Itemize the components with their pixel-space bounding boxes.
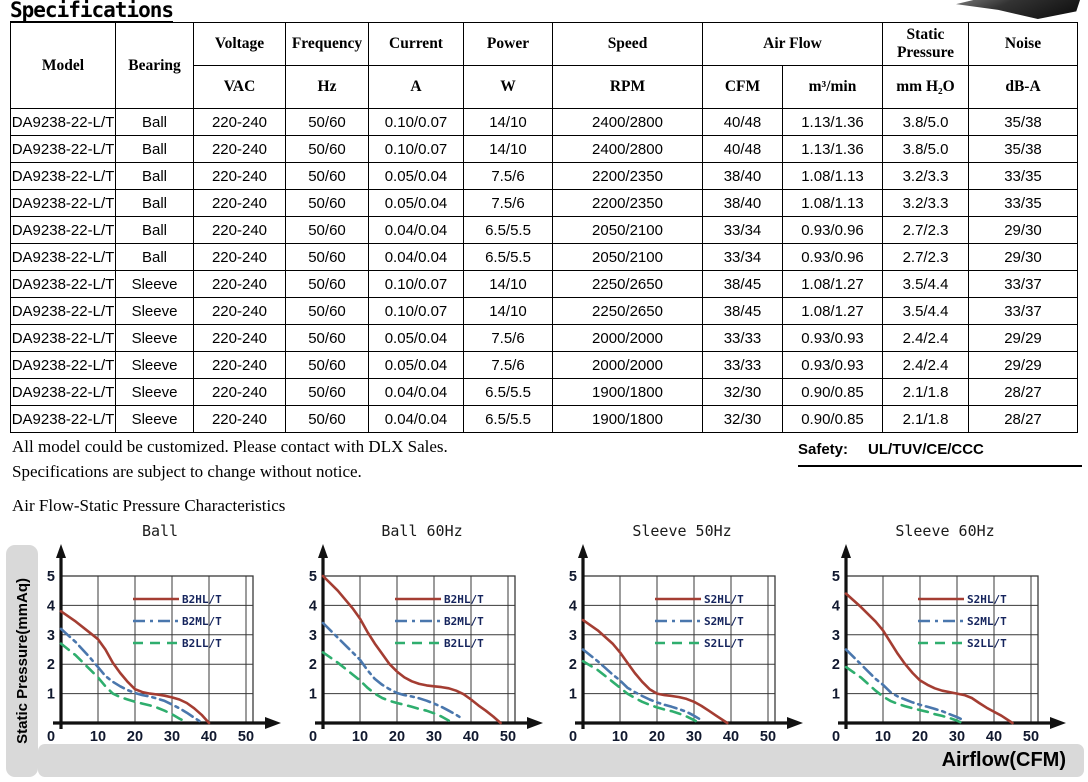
table-cell: 50/60 — [286, 406, 369, 433]
table-cell: 29/29 — [969, 325, 1078, 352]
svg-text:4: 4 — [46, 598, 55, 615]
table-row — [11, 325, 1078, 352]
svg-text:30: 30 — [948, 729, 966, 745]
svg-text:30: 30 — [685, 729, 703, 745]
charts-section-heading: Air Flow-Static Pressure Characteristics — [12, 496, 286, 515]
table-cell: 220-240 — [194, 271, 286, 298]
legend-label: B2LL/T — [182, 637, 222, 650]
table-cell: Sleeve — [116, 406, 194, 433]
table-cell: 1.08/1.27 — [783, 298, 883, 325]
series-B2ML/T — [323, 623, 464, 720]
svg-text:5: 5 — [46, 569, 55, 585]
model-cell: DA9238-22-L/T — [11, 190, 116, 217]
chart-plot — [35, 542, 285, 748]
legend-label: S2HL/T — [967, 593, 1007, 606]
unit-rpm: RPM — [553, 66, 703, 109]
legend-label: B2HL/T — [182, 593, 222, 606]
series-S2ML/T — [846, 650, 964, 721]
svg-text:20: 20 — [911, 729, 929, 745]
svg-text:3: 3 — [831, 627, 840, 644]
table-cell: 220-240 — [194, 217, 286, 244]
svg-text:50: 50 — [237, 729, 255, 745]
svg-text:30: 30 — [425, 729, 443, 745]
legend-label: S2HL/T — [704, 593, 744, 606]
table-cell: 1.08/1.13 — [783, 190, 883, 217]
table-cell: 7.5/6 — [464, 352, 553, 379]
table-cell: 50/60 — [286, 190, 369, 217]
table-cell: 2200/2350 — [553, 163, 703, 190]
table-cell: Ball — [116, 136, 194, 163]
legend-label: S2LL/T — [704, 637, 744, 650]
table-cell: 38/40 — [703, 163, 783, 190]
table-cell: 2.4/2.4 — [883, 352, 969, 379]
table-cell: 2050/2100 — [553, 217, 703, 244]
table-cell: 3.8/5.0 — [883, 109, 969, 136]
chart-title: Sleeve 50Hz — [632, 522, 732, 540]
series-S2HL/T — [846, 594, 1013, 723]
table-row — [11, 406, 1078, 433]
unit-vac: VAC — [194, 66, 286, 109]
svg-text:10: 10 — [351, 729, 369, 745]
unit-dba: dB-A — [969, 66, 1078, 109]
table-cell: 2200/2350 — [553, 190, 703, 217]
svg-text:0: 0 — [568, 729, 578, 745]
fan-photo-corner — [956, 0, 1080, 19]
table-cell: 7.5/6 — [464, 325, 553, 352]
model-cell: DA9238-22-L/T — [11, 379, 116, 406]
table-cell: 29/29 — [969, 352, 1078, 379]
unit-cfm: CFM — [703, 66, 783, 109]
svg-text:50: 50 — [499, 729, 517, 745]
legend-label: B2HL/T — [444, 593, 484, 606]
table-cell: 220-240 — [194, 244, 286, 271]
safety-line — [798, 441, 1082, 467]
svg-text:3: 3 — [46, 627, 55, 644]
unit-hz: Hz — [286, 66, 369, 109]
svg-text:5: 5 — [568, 569, 577, 585]
table-cell: 220-240 — [194, 379, 286, 406]
col-header-current: Current — [369, 23, 464, 66]
table-cell: Sleeve — [116, 271, 194, 298]
table-cell: 28/27 — [969, 379, 1078, 406]
svg-text:2: 2 — [46, 657, 55, 674]
table-cell: 50/60 — [286, 271, 369, 298]
table-row — [11, 244, 1078, 271]
table-cell: 50/60 — [286, 136, 369, 163]
model-cell: DA9238-22-L/T — [11, 352, 116, 379]
table-cell: 33/33 — [703, 352, 783, 379]
table-cell: 33/35 — [969, 190, 1078, 217]
table-cell: 33/35 — [969, 163, 1078, 190]
chart-ball-50hz — [35, 522, 285, 748]
table-row — [11, 379, 1078, 406]
table-cell: 2.1/1.8 — [883, 379, 969, 406]
page-title: Specifications — [10, 0, 174, 22]
header-row-labels — [11, 23, 1078, 66]
legend-label: B2ML/T — [444, 615, 484, 628]
model-cell: DA9238-22-L/T — [11, 109, 116, 136]
table-cell: 7.5/6 — [464, 190, 553, 217]
table-cell: 28/27 — [969, 406, 1078, 433]
table-cell: 0.05/0.04 — [369, 352, 464, 379]
chart-plot — [557, 542, 807, 748]
table-cell: 2400/2800 — [553, 109, 703, 136]
model-cell: DA9238-22-L/T — [11, 271, 116, 298]
note-customized: All model could be customized. Please contact with DLX Sales. — [12, 437, 448, 456]
table-cell: 2400/2800 — [553, 136, 703, 163]
table-cell: 0.10/0.07 — [369, 271, 464, 298]
table-cell: 3.5/4.4 — [883, 271, 969, 298]
col-header-airflow: Air Flow — [703, 23, 883, 66]
chart-title: Ball 60Hz — [381, 522, 463, 540]
y-axis-label: Static Pressure(mmAq) — [13, 578, 31, 744]
svg-text:20: 20 — [126, 729, 144, 745]
table-cell: 0.05/0.04 — [369, 325, 464, 352]
svg-text:1: 1 — [308, 686, 317, 703]
svg-text:10: 10 — [89, 729, 107, 745]
table-cell: 220-240 — [194, 298, 286, 325]
unit-w: W — [464, 66, 553, 109]
table-cell: 3.5/4.4 — [883, 298, 969, 325]
svg-text:1: 1 — [46, 686, 55, 703]
svg-text:20: 20 — [648, 729, 666, 745]
table-cell: 38/45 — [703, 271, 783, 298]
svg-text:0: 0 — [46, 729, 56, 745]
safety-label: Safety: — [798, 441, 849, 458]
table-cell: 50/60 — [286, 109, 369, 136]
col-header-bearing: Bearing — [116, 23, 194, 109]
unit-a: A — [369, 66, 464, 109]
table-cell: 220-240 — [194, 406, 286, 433]
table-cell: 50/60 — [286, 244, 369, 271]
table-cell: Ball — [116, 190, 194, 217]
table-cell: 0.04/0.04 — [369, 244, 464, 271]
table-cell: 1900/1800 — [553, 379, 703, 406]
table-cell: 38/40 — [703, 190, 783, 217]
table-row — [11, 217, 1078, 244]
table-cell: 220-240 — [194, 352, 286, 379]
table-cell: 6.5/5.5 — [464, 379, 553, 406]
x-axis-label: Airflow(CFM) — [941, 749, 1066, 771]
chart-title: Sleeve 60Hz — [895, 522, 995, 540]
model-cell: DA9238-22-L/T — [11, 244, 116, 271]
table-cell: 6.5/5.5 — [464, 217, 553, 244]
model-cell: DA9238-22-L/T — [11, 406, 116, 433]
legend-label: S2LL/T — [967, 637, 1007, 650]
svg-text:5: 5 — [308, 569, 317, 585]
table-cell: 29/30 — [969, 217, 1078, 244]
chart-sleeve-60hz — [820, 522, 1070, 748]
table-cell: 1.08/1.27 — [783, 271, 883, 298]
svg-text:4: 4 — [308, 598, 317, 615]
svg-text:0: 0 — [831, 729, 841, 745]
svg-text:40: 40 — [462, 729, 480, 745]
table-cell: 50/60 — [286, 352, 369, 379]
model-cell: DA9238-22-L/T — [11, 298, 116, 325]
series-B2LL/T — [61, 644, 187, 723]
table-cell: 14/10 — [464, 271, 553, 298]
col-header-power: Power — [464, 23, 553, 66]
table-cell: 2.4/2.4 — [883, 325, 969, 352]
table-cell: 50/60 — [286, 325, 369, 352]
table-cell: 0.10/0.07 — [369, 298, 464, 325]
table-cell: 0.90/0.85 — [783, 406, 883, 433]
chart-sleeve-50hz — [557, 522, 807, 748]
col-header-frequency: Frequency — [286, 23, 369, 66]
table-cell: 0.04/0.04 — [369, 217, 464, 244]
legend-label: B2LL/T — [444, 637, 484, 650]
svg-text:1: 1 — [568, 686, 577, 703]
svg-text:3: 3 — [568, 627, 577, 644]
table-cell: 50/60 — [286, 298, 369, 325]
table-cell: 2.1/1.8 — [883, 406, 969, 433]
spec-table — [10, 22, 1078, 433]
table-cell: 0.04/0.04 — [369, 379, 464, 406]
table-row — [11, 109, 1078, 136]
svg-text:2: 2 — [308, 657, 317, 674]
table-cell: 0.10/0.07 — [369, 109, 464, 136]
table-cell: 220-240 — [194, 109, 286, 136]
table-cell: 1.13/1.36 — [783, 136, 883, 163]
col-header-static-pressure: Static Pressure — [883, 23, 969, 66]
table-cell: 220-240 — [194, 136, 286, 163]
y-axis-label-bar — [6, 545, 38, 777]
legend-label: S2ML/T — [967, 615, 1007, 628]
table-cell: 50/60 — [286, 163, 369, 190]
table-cell: Ball — [116, 217, 194, 244]
table-row — [11, 352, 1078, 379]
table-row — [11, 163, 1078, 190]
table-cell: Ball — [116, 244, 194, 271]
svg-text:20: 20 — [388, 729, 406, 745]
table-cell: 2.7/2.3 — [883, 244, 969, 271]
table-cell: 0.04/0.04 — [369, 406, 464, 433]
svg-text:40: 40 — [722, 729, 740, 745]
table-cell: Sleeve — [116, 379, 194, 406]
table-cell: 2250/2650 — [553, 298, 703, 325]
table-cell: 33/33 — [703, 325, 783, 352]
table-row — [11, 136, 1078, 163]
table-cell: 50/60 — [286, 379, 369, 406]
table-cell: Ball — [116, 109, 194, 136]
table-cell: 2000/2000 — [553, 325, 703, 352]
svg-text:40: 40 — [985, 729, 1003, 745]
svg-text:0: 0 — [308, 729, 318, 745]
svg-text:2: 2 — [831, 657, 840, 674]
table-cell: 3.2/3.3 — [883, 190, 969, 217]
series-B2ML/T — [61, 629, 202, 723]
table-cell: 1.08/1.13 — [783, 163, 883, 190]
table-cell: 0.10/0.07 — [369, 136, 464, 163]
safety-value: UL/TUV/CE/CCC — [868, 441, 984, 458]
table-cell: 0.93/0.96 — [783, 244, 883, 271]
svg-text:5: 5 — [831, 569, 840, 585]
svg-text:40: 40 — [200, 729, 218, 745]
table-cell: 35/38 — [969, 109, 1078, 136]
table-cell: Ball — [116, 163, 194, 190]
table-cell: 2.7/2.3 — [883, 217, 969, 244]
table-cell: Sleeve — [116, 352, 194, 379]
table-cell: 1.13/1.36 — [783, 109, 883, 136]
col-header-model: Model — [11, 23, 116, 109]
x-axis-label-bar — [38, 744, 1084, 777]
unit-m3min: m³/min — [783, 66, 883, 109]
table-cell: 32/30 — [703, 406, 783, 433]
table-cell: 3.8/5.0 — [883, 136, 969, 163]
svg-text:2: 2 — [568, 657, 577, 674]
table-cell: 0.90/0.85 — [783, 379, 883, 406]
svg-text:30: 30 — [163, 729, 181, 745]
table-cell: 0.05/0.04 — [369, 190, 464, 217]
table-cell: 32/30 — [703, 379, 783, 406]
series-S2LL/T — [846, 667, 961, 722]
col-header-speed: Speed — [553, 23, 703, 66]
table-cell: 0.93/0.93 — [783, 352, 883, 379]
svg-text:10: 10 — [874, 729, 892, 745]
model-cell: DA9238-22-L/T — [11, 217, 116, 244]
table-cell: 0.93/0.93 — [783, 325, 883, 352]
chart-title: Ball — [141, 522, 179, 540]
chart-plot — [820, 542, 1070, 748]
table-cell: 40/48 — [703, 109, 783, 136]
table-cell: 14/10 — [464, 136, 553, 163]
table-cell: Sleeve — [116, 298, 194, 325]
model-cell: DA9238-22-L/T — [11, 163, 116, 190]
unit-mmh2o: mm H₂O — [883, 66, 969, 109]
table-cell: 2050/2100 — [553, 244, 703, 271]
svg-text:50: 50 — [1022, 729, 1040, 745]
legend-label: S2ML/T — [704, 615, 744, 628]
table-cell: 220-240 — [194, 190, 286, 217]
svg-text:4: 4 — [831, 598, 840, 615]
svg-text:10: 10 — [611, 729, 629, 745]
table-cell: 33/37 — [969, 298, 1078, 325]
table-cell: 7.5/6 — [464, 163, 553, 190]
table-cell: 33/34 — [703, 217, 783, 244]
table-cell: 14/10 — [464, 298, 553, 325]
table-row — [11, 190, 1078, 217]
series-S2ML/T — [583, 650, 701, 721]
table-cell: 33/37 — [969, 271, 1078, 298]
table-cell: 50/60 — [286, 217, 369, 244]
table-cell: 29/30 — [969, 244, 1078, 271]
col-header-voltage: Voltage — [194, 23, 286, 66]
table-cell: 6.5/5.5 — [464, 244, 553, 271]
table-cell: 35/38 — [969, 136, 1078, 163]
chart-ball-60hz — [297, 522, 547, 748]
table-cell: 3.2/3.3 — [883, 163, 969, 190]
table-cell: 40/48 — [703, 136, 783, 163]
col-header-noise: Noise — [969, 23, 1078, 66]
table-cell: 0.05/0.04 — [369, 163, 464, 190]
legend-label: B2ML/T — [182, 615, 222, 628]
svg-text:50: 50 — [759, 729, 777, 745]
table-row — [11, 271, 1078, 298]
chart-plot — [297, 542, 547, 748]
table-row — [11, 298, 1078, 325]
table-cell: 1900/1800 — [553, 406, 703, 433]
table-cell: 2000/2000 — [553, 352, 703, 379]
svg-text:3: 3 — [308, 627, 317, 644]
table-cell: 6.5/5.5 — [464, 406, 553, 433]
svg-text:4: 4 — [568, 598, 577, 615]
table-cell: 14/10 — [464, 109, 553, 136]
table-cell: 38/45 — [703, 298, 783, 325]
table-cell: 0.93/0.96 — [783, 217, 883, 244]
series-S2LL/T — [583, 661, 698, 722]
table-cell: 33/34 — [703, 244, 783, 271]
model-cell: DA9238-22-L/T — [11, 325, 116, 352]
model-cell: DA9238-22-L/T — [11, 136, 116, 163]
note-subject-to-change: Specifications are subject to change without notice. — [12, 462, 362, 481]
table-cell: Sleeve — [116, 325, 194, 352]
table-cell: 220-240 — [194, 325, 286, 352]
table-cell: 2250/2650 — [553, 271, 703, 298]
table-cell: 220-240 — [194, 163, 286, 190]
svg-text:1: 1 — [831, 686, 840, 703]
